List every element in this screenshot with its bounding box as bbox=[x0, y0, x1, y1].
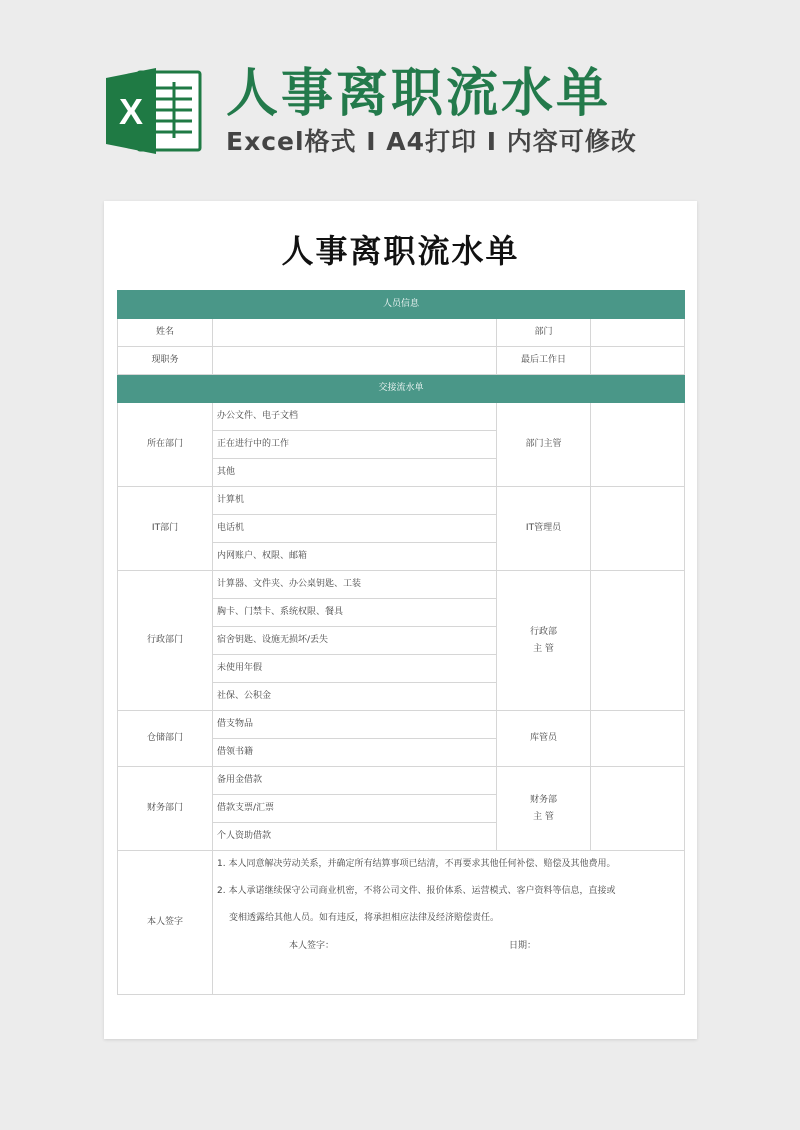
approver-title-cell bbox=[497, 403, 591, 487]
department-name-cell: 所在部门 bbox=[118, 403, 213, 487]
signature-row bbox=[118, 851, 685, 995]
date-field[interactable]: 日期： bbox=[509, 941, 537, 951]
banner-title: 人事离职流水单 bbox=[226, 64, 612, 124]
approver-title-line: IT管理员 bbox=[525, 523, 562, 533]
excel-logo-icon bbox=[104, 66, 204, 156]
handover-item: 未使用年假 bbox=[213, 655, 497, 683]
handover-item: 办公文件、电子文档 bbox=[213, 403, 497, 431]
handover-item: 备用金借款 bbox=[213, 767, 497, 795]
sign-date-row bbox=[217, 934, 680, 958]
approver-signature-field[interactable] bbox=[591, 487, 685, 571]
form-paper bbox=[104, 201, 697, 1039]
signature-statement-cell bbox=[213, 851, 685, 995]
table-row bbox=[118, 319, 685, 347]
handover-item: 宿舍钥匙、设施无损坏/丢失 bbox=[213, 627, 497, 655]
handover-item: 计算机 bbox=[213, 487, 497, 515]
svg-text:X: X bbox=[118, 91, 144, 132]
handover-item: 胸卡、门禁卡、系统权限、餐具 bbox=[213, 599, 497, 627]
handover-item: 其他 bbox=[213, 459, 497, 487]
approver-title-cell bbox=[497, 487, 591, 571]
table-row bbox=[118, 347, 685, 375]
handover-item: 借款支票/汇票 bbox=[213, 795, 497, 823]
handover-item: 正在进行中的工作 bbox=[213, 431, 497, 459]
name-label: 姓名 bbox=[118, 319, 213, 347]
department-name-cell: 财务部门 bbox=[118, 767, 213, 851]
department-name-cell: IT部门 bbox=[118, 487, 213, 571]
handover-item: 内网账户、权限、邮箱 bbox=[213, 543, 497, 571]
employee-signature-field[interactable]: 本人签字： bbox=[289, 941, 335, 951]
table-row bbox=[118, 571, 685, 599]
statement-1: 1. 本人同意解决劳动关系，并确定所有结算事项已结清，不再要求其他任何补偿、赔偿及其他费用。 bbox=[217, 859, 616, 869]
handover-item: 个人资助借款 bbox=[213, 823, 497, 851]
handover-item: 社保、公积金 bbox=[213, 683, 497, 711]
department-field[interactable] bbox=[591, 319, 685, 347]
approver-signature-field[interactable] bbox=[591, 767, 685, 851]
section-personnel-header: 人员信息 bbox=[118, 291, 685, 319]
resignation-form-table bbox=[117, 290, 685, 995]
approver-title-line: 部门主管 bbox=[525, 439, 562, 449]
table-row bbox=[118, 487, 685, 515]
section-header-row bbox=[118, 375, 685, 403]
handover-item: 计算器、文件夹、办公桌钥匙、工装 bbox=[213, 571, 497, 599]
approver-signature-field[interactable] bbox=[591, 571, 685, 711]
approver-title-line: 财务部 bbox=[529, 794, 557, 805]
handover-item: 电话机 bbox=[213, 515, 497, 543]
approver-signature-field[interactable] bbox=[591, 711, 685, 767]
approver-signature-field[interactable] bbox=[591, 403, 685, 487]
position-field[interactable] bbox=[213, 347, 497, 375]
position-label: 现职务 bbox=[118, 347, 213, 375]
table-row bbox=[118, 403, 685, 431]
department-name-cell: 仓储部门 bbox=[118, 711, 213, 767]
table-row bbox=[118, 767, 685, 795]
handover-item: 借领书籍 bbox=[213, 739, 497, 767]
last-workday-field[interactable] bbox=[591, 347, 685, 375]
name-field[interactable] bbox=[213, 319, 497, 347]
department-label: 部门 bbox=[497, 319, 591, 347]
section-handover-header: 交接流水单 bbox=[118, 375, 685, 403]
statement-2: 2. 本人承诺继续保守公司商业机密，不将公司文件、报价体系、运营模式、客户资料等信息，直接或 bbox=[217, 886, 616, 896]
department-name-cell: 行政部门 bbox=[118, 571, 213, 711]
approver-title-cell bbox=[497, 571, 591, 711]
signature-label: 本人签字 bbox=[118, 851, 213, 995]
last-workday-label: 最后工作日 bbox=[497, 347, 591, 375]
handover-item: 借支物品 bbox=[213, 711, 497, 739]
document-title: 人事离职流水单 bbox=[281, 232, 520, 270]
approver-title-line: 库管员 bbox=[529, 733, 557, 743]
approver-title-line: 主 管 bbox=[533, 643, 554, 654]
approver-title-line: 行政部 bbox=[529, 626, 557, 637]
banner bbox=[0, 0, 800, 190]
approver-title-cell bbox=[497, 767, 591, 851]
section-header-row bbox=[118, 291, 685, 319]
approver-title-line: 主 管 bbox=[533, 811, 554, 822]
table-row bbox=[118, 711, 685, 739]
approver-title-cell bbox=[497, 711, 591, 767]
banner-subtitle: Excel格式 I A4打印 I 内容可修改 bbox=[226, 127, 637, 156]
statement-2-continued: 变相透露给其他人员。如有违反，将承担相应法律及经济赔偿责任。 bbox=[229, 913, 500, 923]
